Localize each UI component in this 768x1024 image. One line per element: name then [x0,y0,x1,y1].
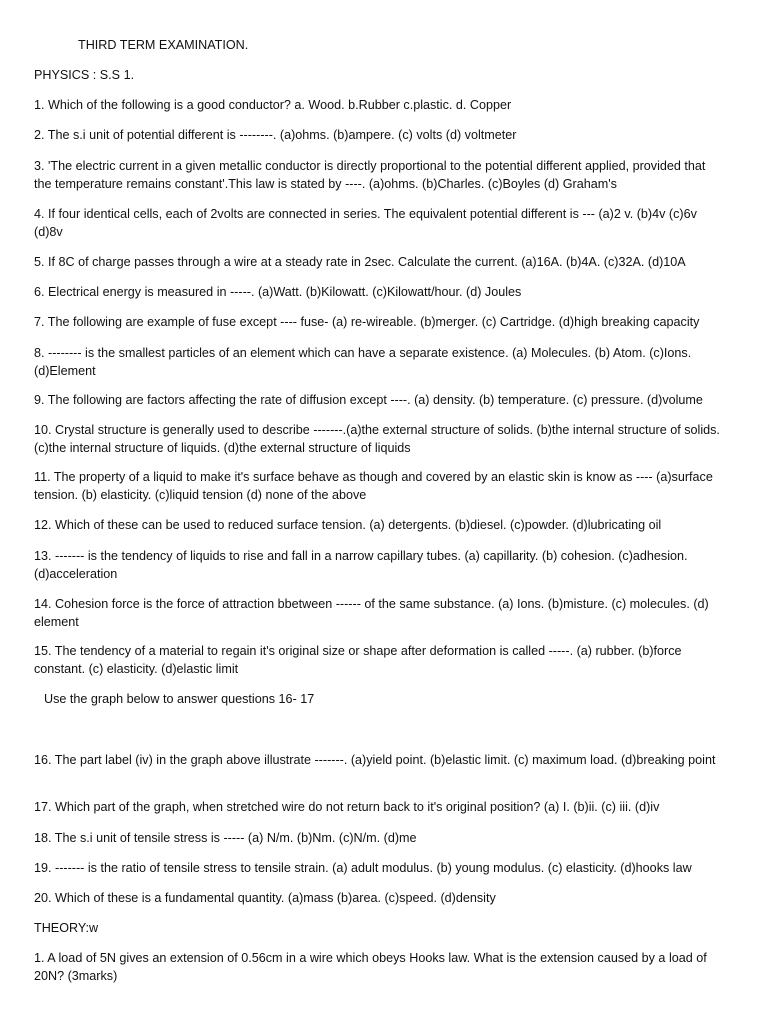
question-13: 13. ------- is the tendency of liquids to rise and fall in a narrow capillary tubes. (a) capillarity. (b) cohesion. (c)adhesion. (d)acceleration [34,549,688,581]
question-10: 10. Crystal structure is generally used to describe -------.(a)the external structure of solids. (b)the internal structure of solids. (c)the internal structure of liquids. (d)the external structure of liquids [34,423,720,455]
question-14: 14. Cohesion force is the force of attraction bbetween ------ of the same substance. (a) Ions. (b)misture. (c) molecules. (d) element [34,597,709,629]
question-2: 2. The s.i unit of potential different is --------. (a)ohms. (b)ampere. (c) volts (d) voltmeter [34,128,517,142]
question-15: 15. The tendency of a material to regain it's original size or shape after deformation is called -----. (a) rubber. (b)force constant. (c) elasticity. (d)elastic limit [34,644,682,676]
question-12: 12. Which of these can be used to reduced surface tension. (a) detergents. (b)diesel. (c)powder. (d)lubricating oil [34,518,662,532]
theory-question-1: 1. A load of 5N gives an extension of 0.56cm in a wire which obeys Hooks law. What is the extension caused by a load of 20N? (3marks) [34,951,707,983]
question-9: 9. The following are factors affecting the rate of diffusion except ----. (a) density. (b) temperature. (c) pressure. (d)volume [34,393,703,407]
graph-instruction: Use the graph below to answer questions 16- 17 [44,692,315,706]
question-19: 19. ------- is the ratio of tensile stress to tensile strain. (a) adult modulus. (b) young modulus. (c) elasticity. (d)hooks law [34,861,692,875]
question-3: 3. 'The electric current in a given metallic conductor is directly proportional to the potential different applied, provided that the temperature remains constant'.This law is stated by ----. (a)ohms. (b)Charles. (c)Boyles (d) Graham's [34,159,706,191]
question-18: 18. The s.i unit of tensile stress is ----- (a) N/m. (b)Nm. (c)N/m. (d)me [34,831,417,845]
question-17: 17. Which part of the graph, when stretched wire do not return back to it's original position? (a) I. (b)ii. (c) iii. (d)iv [34,800,660,814]
question-6: 6. Electrical energy is measured in -----. (a)Watt. (b)Kilowatt. (c)Kilowatt/hour. (d) Joules [34,285,522,299]
question-11: 11. The property of a liquid to make it's surface behave as though and covered by an elastic skin is know as ---- (a)surface tension. (b) elasticity. (c)liquid tension (d) none of the above [34,470,713,502]
question-7: 7. The following are example of fuse except ---- fuse- (a) re-wireable. (b)merger. (c) Cartridge. (d)high breaking capacity [34,315,700,329]
question-16: 16. The part label (iv) in the graph above illustrate -------. (a)yield point. (b)elastic limit. (c) maximum load. (d)breaking point [34,753,716,767]
question-1: 1. Which of the following is a good conductor? a. Wood. b.Rubber c.plastic. d. Copper [34,98,512,112]
question-20: 20. Which of these is a fundamental quantity. (a)mass (b)area. (c)speed. (d)density [34,891,496,905]
question-4: 4. If four identical cells, each of 2volts are connected in series. The equivalent potential different is --- (a)2 v. (b)4v (c)6v (d)8v [34,207,697,239]
question-5: 5. If 8C of charge passes through a wire at a steady rate in 2sec. Calculate the current. (a)16A. (b)4A. (c)32A. (d)10A [34,255,686,269]
exam-subject: PHYSICS : S.S 1. [34,68,135,82]
exam-title: THIRD TERM EXAMINATION. [78,38,249,52]
question-8: 8. -------- is the smallest particles of an element which can have a separate existence. (a) Molecules. (b) Atom. (c)Ions. (d)Element [34,346,692,378]
theory-heading: THEORY:w [34,921,99,935]
